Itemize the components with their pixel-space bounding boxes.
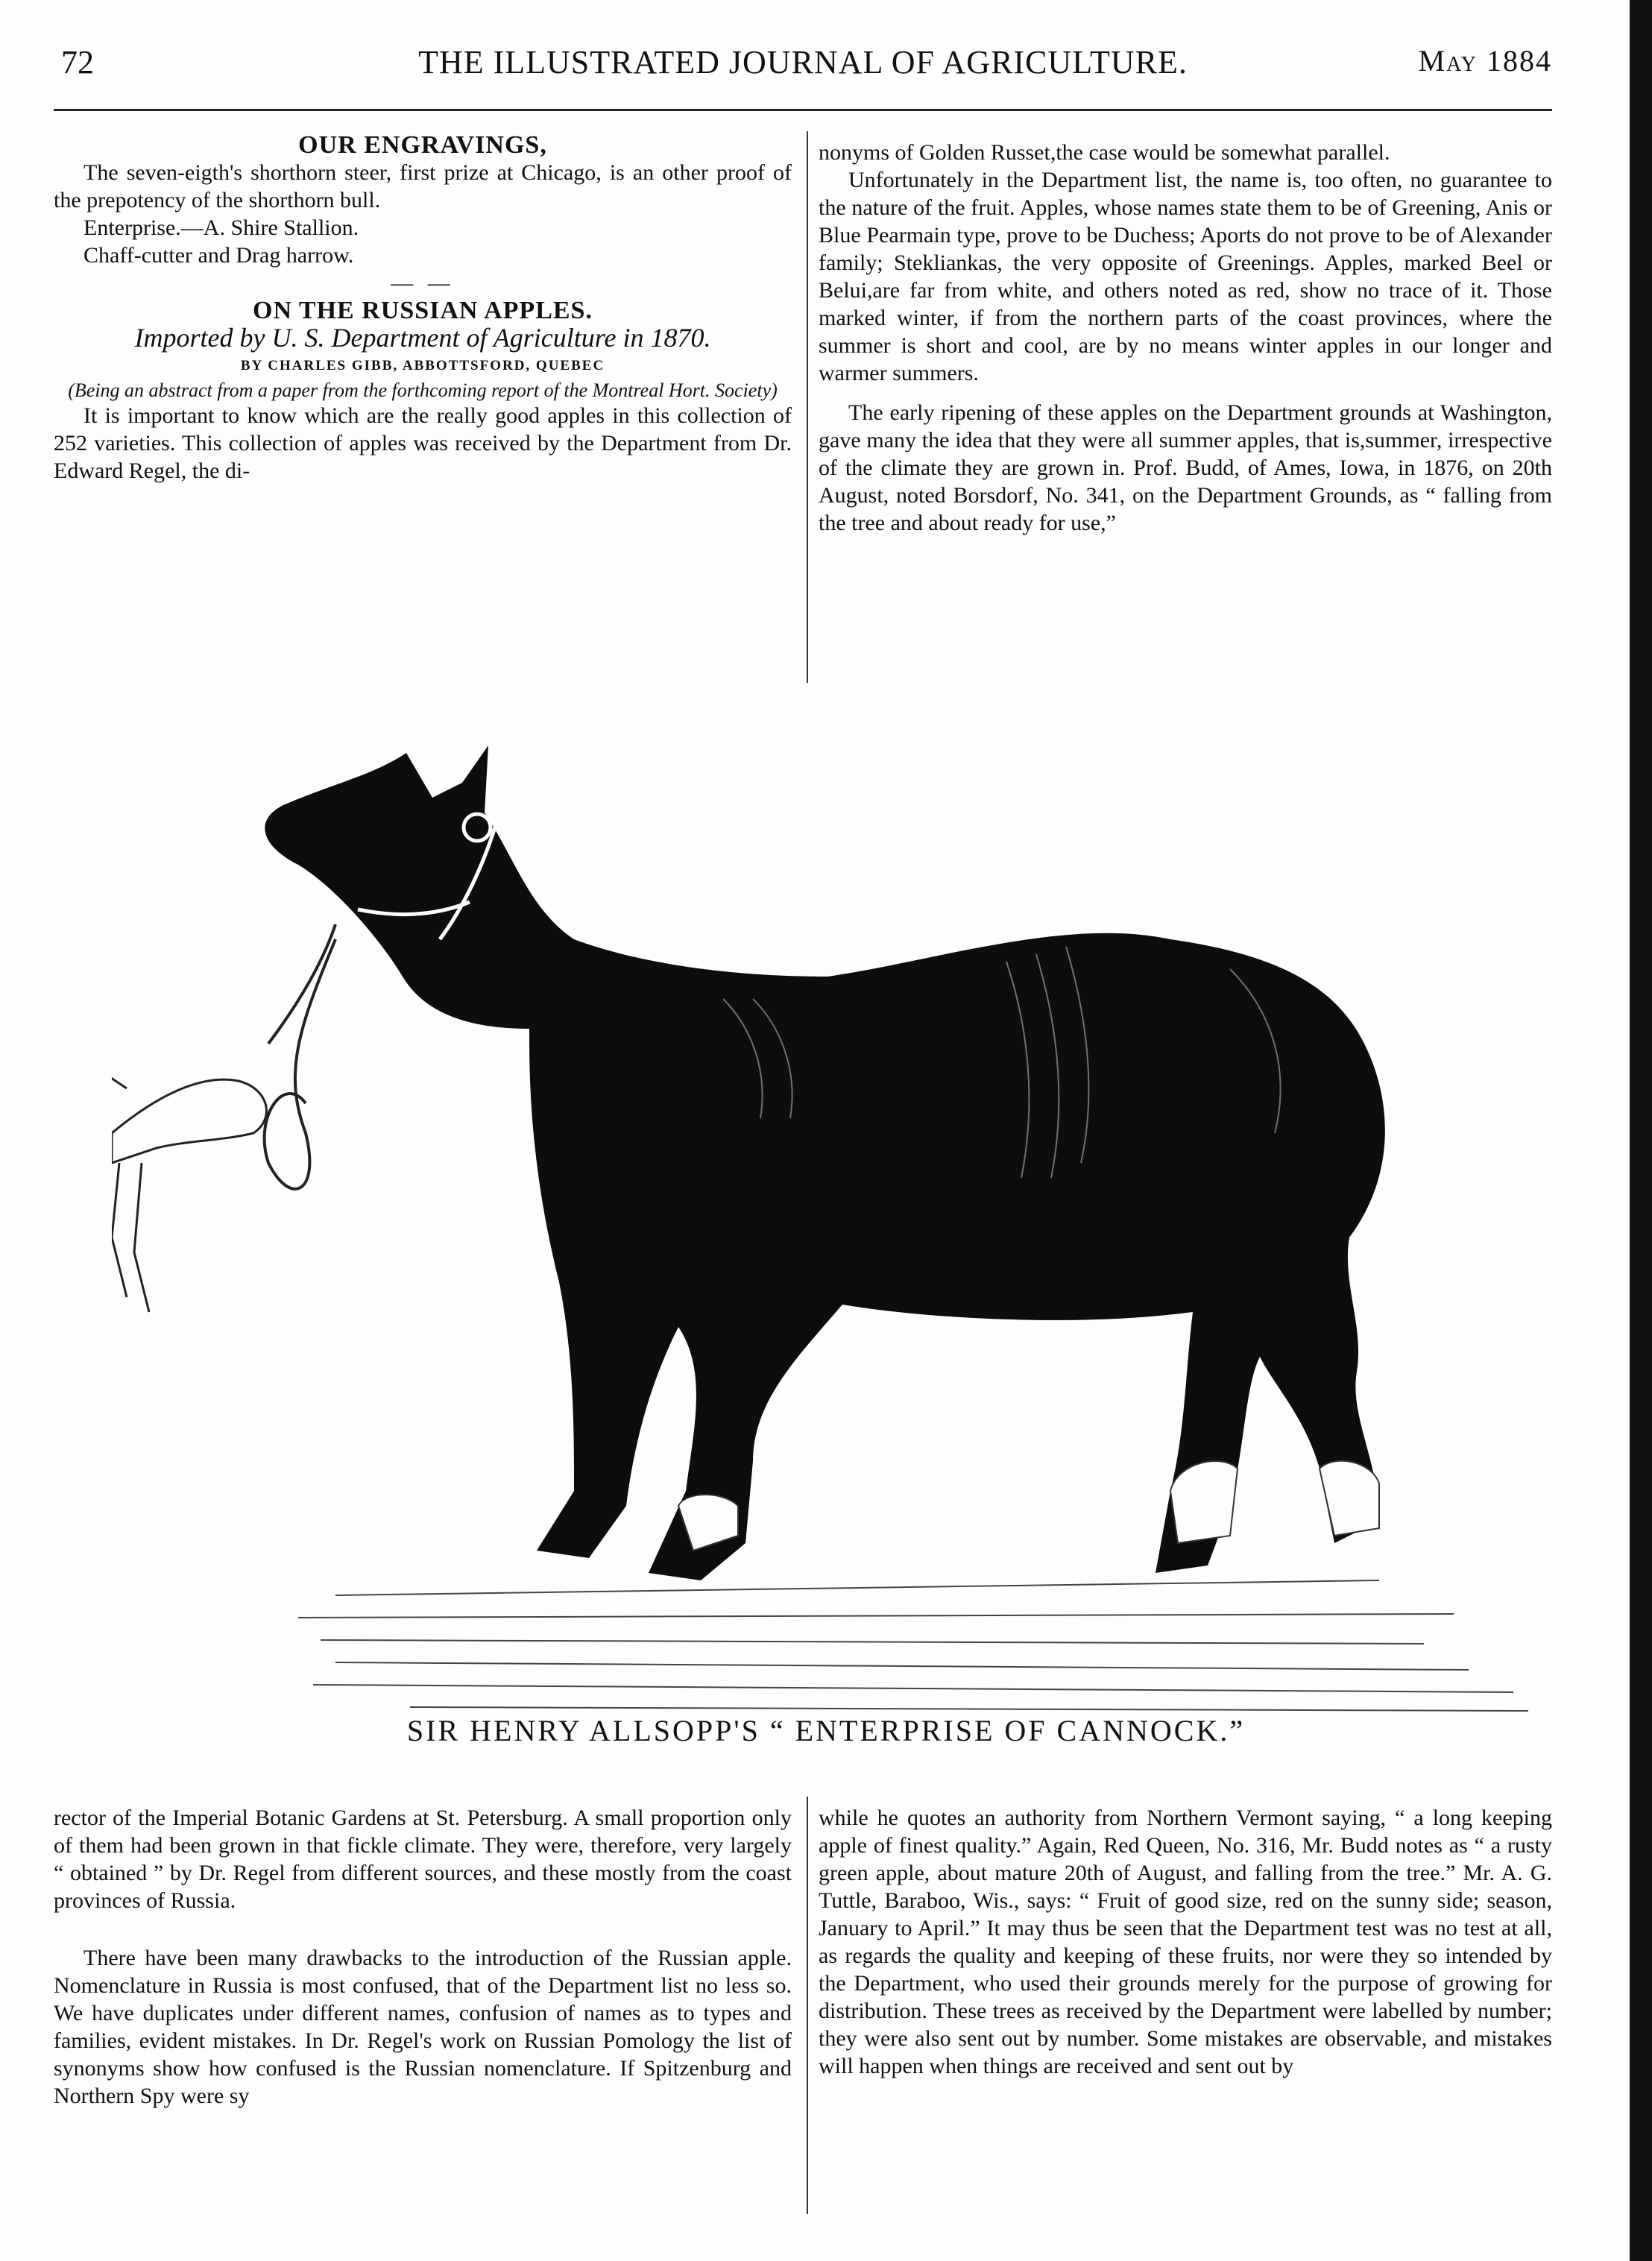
- left-bottom-paragraph-1: rector of the Imperial Botanic Gardens at St. Petersburg. A small proportion only of them had been grown in that fickle climate. They were, therefore, very largely “ obtained ” by Dr. Regel from different sources, and these mostly from the coast provinces of Russia.: [54, 1806, 792, 1913]
- right-top-paragraph-3: The early ripening of these apples on the Department grounds at Washington, gave many the idea that they were all summer apples, that is,summer, irrespective of the climate they are grown in. Prof. Budd, of Ames, Iowa, in 1876, on 20th August, noted Borsdorf, No. 341, on the Department Grounds, as “ falling from the tree and about ready for use,”: [819, 400, 1552, 535]
- page-header: [54, 43, 1552, 88]
- abstract-note: (Being an abstract from a paper from the forthcoming report of the Montreal Hort. Society): [68, 379, 778, 401]
- upper-left-column: [54, 131, 792, 485]
- engravings-line-chaff-cutter: Chaff-cutter and Drag harrow.: [83, 243, 354, 268]
- shire-stallion-engraving: [112, 716, 1558, 1722]
- upper-right-column: [819, 139, 1552, 537]
- page-number: 72: [61, 44, 94, 81]
- intro-paragraph: It is important to know which are the really good apples in this collection of 252 varieties. This collection of apples was received by the Department from Dr. Edward Regel, the di-: [54, 403, 792, 483]
- journal-title: THE ILLUSTRATED JOURNAL OF AGRICULTURE.: [418, 44, 1188, 81]
- lower-left-column: [54, 1804, 792, 2110]
- left-bottom-paragraph-2: There have been many drawbacks to the introduction of the Russian apple. Nomenclature in Russia is most confused, that of the Department list no less so. We have duplicates under different names, confusion of names as to types and families, evident mistakes. In Dr. Regel's work on Russian Pomology the list of synonyms show how confused is the Russian nomenclature. If Spitzenburg and Northern Spy were sy: [54, 1946, 792, 2108]
- right-top-paragraph-1: nonyms of Golden Russet,the case would be somewhat parallel.: [819, 140, 1390, 165]
- russian-apples-subtitle: Imported by U. S. Department of Agriculture in 1870.: [134, 323, 711, 353]
- lower-right-column: [819, 1804, 1552, 2080]
- author-byline: BY CHARLES GIBB, ABBOTTSFORD, QUEBEC: [240, 358, 605, 373]
- engravings-heading: OUR ENGRAVINGS,: [298, 131, 547, 159]
- right-bottom-paragraph-1: while he quotes an authority from Northern Vermont saying, “ a long keeping apple of finest quality.” Again, Red Queen, No. 316, Mr. Budd notes as “ a rusty green apple, about mature 20th of August, and falling from the tree.” Mr. A. G. Tuttle, Baraboo, Wis., says: “ Fruit of good size, red on the sunny side; season, January to April.” It may thus be seen that the Department test was no test at all, as regards the quality and keeping of these fruits, nor were they so intended by the Department, who used their grounds merely for the purpose of growing for distribution. These trees as received by the Department were labelled by number; they were also sent out by number. Some mistakes are observable, and mistakes will happen when things are received and sent out by: [819, 1806, 1552, 2078]
- section-separator: — —: [391, 271, 455, 295]
- engravings-line-enterprise: Enterprise.—A. Shire Stallion.: [83, 215, 359, 240]
- russian-apples-heading: ON THE RUSSIAN APPLES.: [253, 297, 593, 324]
- engravings-paragraph: The seven-eigth's shorthorn steer, first prize at Chicago, is an other proof of the prepotency of the shorthorn bull.: [54, 160, 792, 212]
- figure-caption: SIR HENRY ALLSOPP'S “ ENTERPRISE OF CANNOCK.”: [406, 1714, 1246, 1747]
- header-rule: [54, 109, 1552, 111]
- column-divider-bottom: [807, 1797, 808, 2214]
- column-divider-top: [807, 131, 808, 683]
- issue-date: May 1884: [1418, 44, 1552, 78]
- right-top-paragraph-2: Unfortunately in the Department list, the name is, too often, no guarantee to the nature of the fruit. Apples, whose names state them to be of Greening, Anis or Blue Pearmain type, prove to be Duchess; Aports do not prove to be of Alexander family; Stekliankas, the very opposite of Greenings. Apples, marked Beel or Belui,are far from white, and others noted as red, show no trace of it. Those marked winter, if from the northern parts of the coast provinces, where the summer is short and cool, are by no means winter apples in our longer and warmer summers.: [819, 168, 1552, 385]
- scan-edge: [1630, 0, 1652, 2261]
